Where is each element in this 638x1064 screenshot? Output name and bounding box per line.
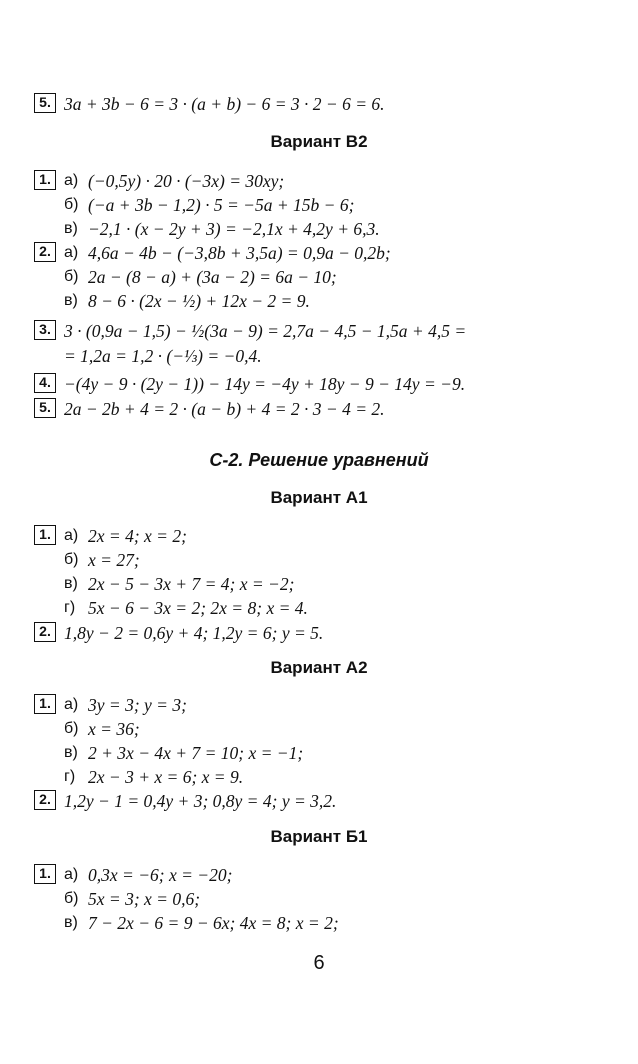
item-label: б) — [64, 720, 79, 737]
equation: 2x − 5 − 3x + 7 = 4; x = −2; — [88, 574, 295, 594]
equation: 8 − 6 · (2x − ½) + 12x − 2 = 9. — [88, 291, 310, 311]
variant-heading: Вариант А1 — [270, 488, 368, 507]
equation: 2x − 3 + x = 6; x = 9. — [88, 767, 244, 787]
equation: 1,8y − 2 = 0,6y + 4; 1,2y = 6; y = 5. — [64, 623, 324, 643]
equation: x = 27; — [88, 550, 140, 570]
equation: 5x − 6 − 3x = 2; 2x = 8; x = 4. — [88, 598, 308, 618]
equation: −(4y − 9 · (2y − 1)) − 14y = −4y + 18y − 9 − 14y = −9. — [64, 374, 466, 394]
item-label: а) — [64, 172, 79, 189]
item-label: в) — [64, 575, 78, 592]
task-number-box: 4. — [34, 373, 56, 393]
section-title: С-2. Решение уравнений — [209, 450, 429, 470]
equation: 2a − (8 − a) + (3a − 2) = 6a − 10; — [88, 267, 337, 287]
item-label: в) — [64, 914, 78, 931]
item-label: г) — [64, 768, 76, 785]
item-label: а) — [64, 696, 79, 713]
equation: 3a + 3b − 6 = 3 · (a + b) − 6 = 3 · 2 − 6 = 6. — [64, 94, 385, 114]
equation: 7 − 2x − 6 = 9 − 6x; 4x = 8; x = 2; — [88, 913, 339, 933]
task-number-box: 5. — [34, 93, 56, 113]
item-label: в) — [64, 292, 78, 309]
variant-heading: Вариант А2 — [270, 658, 368, 677]
equation: (−a + 3b − 1,2) · 5 = −5a + 15b − 6; — [88, 195, 355, 215]
task-number-box: 1. — [34, 694, 56, 714]
equation: x = 36; — [88, 719, 140, 739]
equation: 3 · (0,9a − 1,5) − ½(3a − 9) = 2,7a − 4,5 − 1,5a + 4,5 = — [64, 321, 467, 341]
equation: 4,6a − 4b − (−3,8b + 3,5a) = 0,9a − 0,2b; — [88, 243, 391, 263]
task-number-box: 1. — [34, 525, 56, 545]
item-label: б) — [64, 196, 79, 213]
item-label: в) — [64, 220, 78, 237]
equation: = 1,2a = 1,2 · (−⅓) = −0,4. — [64, 346, 262, 366]
equation: 2a − 2b + 4 = 2 · (a − b) + 4 = 2 · 3 − 4 = 2. — [64, 399, 385, 419]
equation: 5x = 3; x = 0,6; — [88, 889, 201, 909]
task-number-box: 1. — [34, 170, 56, 190]
task-number-box: 2. — [34, 790, 56, 810]
item-label: б) — [64, 890, 79, 907]
equation: 2 + 3x − 4x + 7 = 10; x = −1; — [88, 743, 304, 763]
equation: 2x = 4; x = 2; — [88, 526, 187, 546]
equation: 3y = 3; y = 3; — [88, 695, 187, 715]
item-label: в) — [64, 744, 78, 761]
item-label: а) — [64, 866, 79, 883]
task-number-box: 2. — [34, 622, 56, 642]
equation: (−0,5y) · 20 · (−3x) = 30xy; — [88, 171, 285, 191]
task-number-box: 3. — [34, 320, 56, 340]
item-label: б) — [64, 551, 79, 568]
variant-heading: Вариант В2 — [270, 132, 368, 151]
task-number-box: 1. — [34, 864, 56, 884]
equation: 0,3x = −6; x = −20; — [88, 865, 233, 885]
equation: 1,2y − 1 = 0,4y + 3; 0,8y = 4; y = 3,2. — [64, 791, 337, 811]
variant-heading: Вариант Б1 — [270, 827, 368, 846]
item-label: а) — [64, 527, 79, 544]
equation: −2,1 · (x − 2y + 3) = −2,1x + 4,2y + 6,3. — [88, 219, 380, 239]
task-number-box: 5. — [34, 398, 56, 418]
task-number-box: 2. — [34, 242, 56, 262]
item-label: а) — [64, 244, 79, 261]
page-number: 6 — [313, 952, 325, 974]
item-label: г) — [64, 599, 76, 616]
item-label: б) — [64, 268, 79, 285]
